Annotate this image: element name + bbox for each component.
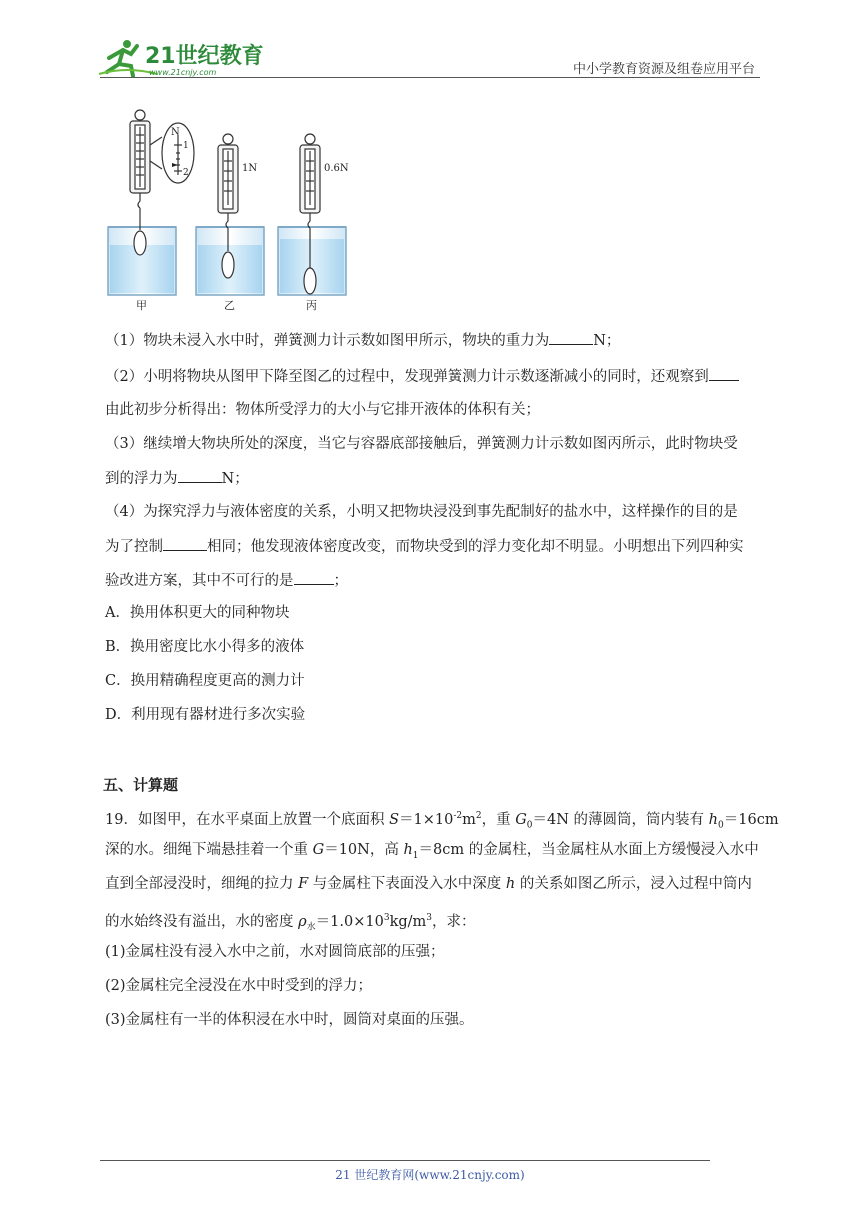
q18-part1 <box>105 330 620 351</box>
var-h0: h <box>708 811 719 828</box>
q19-l1e: ＝4N 的薄圆筒，筒内装有 <box>532 811 709 828</box>
sub-0: 0 <box>526 820 533 831</box>
option-d: D．利用现有器材进行多次实验 <box>105 707 306 723</box>
q19-l3b: 与金属柱下表面没入水中深度 <box>308 876 506 892</box>
option-a: A．换用体积更大的同种物块 <box>105 605 290 621</box>
q18-part4c-end: ； <box>333 573 348 589</box>
answer-blank-2[interactable] <box>709 366 739 381</box>
q18-part4b-text: 为了控制 <box>105 539 163 555</box>
q19-line2 <box>105 840 759 866</box>
logo-title: 21世纪教育 <box>145 44 264 69</box>
q19-line4 <box>105 908 476 938</box>
exp-minus2: -2 <box>453 811 463 821</box>
scale-tick-2: 2 <box>183 168 189 178</box>
q18-part4c-text: 验改进方案，其中不可行的是 <box>105 573 294 589</box>
option-b: B．换用密度比水小得多的液体 <box>105 639 305 655</box>
sub-water: 水 <box>306 922 316 933</box>
option-c: C．换用精确程度更高的测力计 <box>105 673 305 689</box>
q18-part4c <box>105 570 348 591</box>
q18-part4b-rest: 相同；他发现液体密度改变，而物块受到的浮力变化却不明显。小明想出下列四种实 <box>207 539 744 555</box>
var-h: h <box>505 876 516 892</box>
q19-l2a: 深的水。细绳下端悬挂着一个重 <box>105 842 313 858</box>
answer-blank-5[interactable] <box>294 570 334 585</box>
exp-3b: 3 <box>426 913 432 923</box>
q18-part1-unit: N； <box>593 333 621 349</box>
q18-part3b <box>105 468 249 489</box>
q18-part2b: 由此初步分析得出：物体所受浮力的大小与它排开液体的体积有关； <box>105 402 540 418</box>
q19-line3 <box>105 874 752 894</box>
answer-blank-4[interactable] <box>163 536 207 551</box>
q19-l1f: ＝16cm <box>723 811 779 828</box>
var-S: S <box>389 811 399 828</box>
q19-sub2: (2)金属柱完全浸没在水中时受到的浮力； <box>105 978 373 994</box>
q18-part2-text: （2）小明将物块从图甲下降至图乙的过程中，发现弹簧测力计示数逐渐减小的同时，还观察到 <box>105 369 709 385</box>
unit-m: m <box>462 811 476 828</box>
q18-part2 <box>105 366 739 387</box>
q18-part1-text: （1）物块未浸入水中时，弹簧测力计示数如图甲所示，物块的重力为 <box>105 333 550 349</box>
scale-unit-label: N <box>171 127 180 138</box>
q19-sub3: (3)金属柱有一半的体积浸在水中时，圆筒对桌面的压强。 <box>105 1012 474 1028</box>
var-F: F <box>298 876 309 892</box>
q19-l1d: ，重 <box>481 811 516 828</box>
q19-l2b: ＝10N，高 <box>324 842 404 858</box>
unit-kgm: kg/m <box>389 913 427 930</box>
var-h1: h <box>403 842 413 858</box>
spring-scale-figure <box>100 105 360 315</box>
q19-l1b: ＝1×10 <box>399 811 454 828</box>
exp-3: 3 <box>383 913 390 923</box>
q18-part4b <box>105 536 744 557</box>
figure-label-jia: 甲 <box>136 299 147 312</box>
footer-divider <box>100 1160 710 1161</box>
sub-1: 1 <box>412 850 419 861</box>
q18-part3: （3）继续增大物块所处的深度，当它与容器底部接触后，弹簧测力计示数如图丙所示，此时物块受 <box>105 436 738 452</box>
q19-l4d: ，求： <box>432 913 476 930</box>
header-platform-text: 中小学教育资源及组卷应用平台 <box>572 62 755 77</box>
logo-url: www.21cnjy.com <box>149 68 217 77</box>
answer-blank-1[interactable] <box>549 330 593 345</box>
q19-l3a: 直到全部浸没时，细绳的拉力 <box>105 876 299 892</box>
site-logo <box>97 36 267 80</box>
var-rho: ρ <box>298 913 307 930</box>
q19-l4b: ＝1.0×10 <box>315 913 384 930</box>
scale-yi-reading: 1N <box>242 163 258 174</box>
footer-link[interactable]: 21 世纪教育网(www.21cnjy.com) <box>335 1168 525 1182</box>
q19-l4a: 的水始终没有溢出，水的密度 <box>105 913 299 930</box>
scale-bing-reading: 0.6N <box>324 163 349 174</box>
var-G0: G <box>515 811 527 828</box>
figure-label-yi: 乙 <box>224 299 235 312</box>
var-G: G <box>312 842 325 858</box>
q18-part4: （4）为探究浮力与液体密度的关系，小明又把物块浸没到事先配制好的盐水中，这样操作的目的是 <box>105 504 738 520</box>
q18-part3b-text: 到的浮力为 <box>105 471 178 487</box>
figure-label-bing: 丙 <box>306 299 317 312</box>
q18-part3b-unit: N； <box>221 471 249 487</box>
q19-l2c: ＝8cm 的金属柱，当金属柱从水面上方缓慢浸入水中 <box>418 842 759 858</box>
exp-2: 2 <box>475 811 482 821</box>
scale-tick-1: 1 <box>183 141 189 151</box>
header-divider <box>100 77 760 78</box>
q19-l3c: 的关系如图乙所示，浸入过程中筒内 <box>515 876 752 892</box>
q19-line1 <box>105 806 779 836</box>
section-title: 五、计算题 <box>103 776 179 794</box>
sub-0b: 0 <box>718 820 724 831</box>
q19-l1a: 19．如图甲，在水平桌面上放置一个底面积 <box>105 811 390 828</box>
q19-sub1: (1)金属柱没有浸入水中之前，水对圆筒底部的压强； <box>105 944 445 960</box>
answer-blank-3[interactable] <box>178 468 222 483</box>
